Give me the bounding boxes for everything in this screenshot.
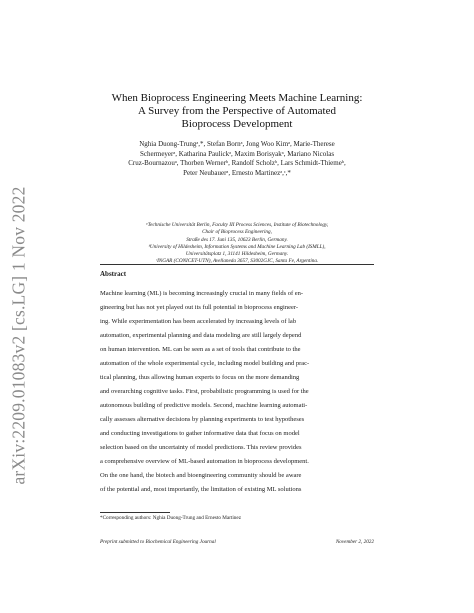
arxiv-stamp [4,170,34,500]
abstract-line: cally assesses alternative decisions by planning experiments to test hypotheses [100,416,305,423]
abstract-line: autonomous building of predictive models. Second, machine learning automati- [100,402,308,409]
author-list [100,140,374,178]
author-line: Schermeyerᵃ, Katharina Paulickᵃ, Maxim Borisyakᵃ, Mariano Nicolas [139,149,335,158]
abstract-line: of the potential and, most importantly, the limitation of existing ML solutions [100,486,302,493]
title-line: A Survey from the Perspective of Automated [138,105,336,117]
affiliations [100,222,374,266]
abstract-line: automation, experimental planning and data modeling are still largely depend [100,332,302,339]
abstract-line: On the one hand, the biotech and bioengineering community should be aware [100,472,302,479]
abstract-line: and overarching cognitive tasks. First, probabilistic programming is used for the [100,388,309,395]
author-line: Nghia Duong-Trungᵃ,*, Stefan Bornᵃ, Jong Woo Kimᵃ, Marie-Therese [139,140,335,148]
affiliation-line: Straße des 17. Juni 135, 10623 Berlin, Germany. [186,236,288,243]
footnote: *Corresponding authors: Nghia Duong-Trung and Ernesto Martinez [100,515,242,521]
abstract-line: gineering but has not yet played out its full potential in bioprocess engineer- [100,304,299,311]
abstract-heading: Abstract [100,270,127,278]
abstract-line: ing. While experimentation has been accelerated by increasing levels of lab [100,318,297,325]
abstract-line: tical planning, thus allowing human experts to focus on the more demanding [100,374,300,381]
affiliation-line: ᵃTechnische Universität Berlin, Faculty III Process Sciences, Institute of Biotechnology, [145,222,329,228]
abstract-line: on human intervention. ML can be seen as a set of tools that contribute to the [100,346,301,353]
author-line: Cruz-Bournazouᵃ, Thorben Wernerᵇ, Randolf Scholzᵇ, Lars Schmidt-Thiemeᵇ, [128,159,346,168]
paper-title [100,92,374,131]
abstract-line: Machine learning (ML) is becoming increasingly crucial in many fields of en- [100,290,304,297]
preprint-note: Preprint submitted to Biochemical Engineering Journal [100,539,216,545]
abstract-line: automation of the whole experimental cycle, including model building and prac- [100,360,310,367]
title-line: Bioprocess Development [181,118,293,130]
affiliation-line: ᶜINGAR (CONICET-UTN), Avellaneda 3657, S3002GJC, Santa Fe, Argentina. [155,258,319,265]
affiliation-line: Universitätsplatz 1, 31141 Hildesheim, Germany. [185,251,289,258]
abstract-top-rule [100,264,374,265]
affiliation-line: Chair of Bioprocess Engineering, [202,229,272,236]
arxiv-id: arXiv:2209.01083v2 [cs.LG] 1 Nov 2022 [8,185,29,485]
abstract-line: a comprehensive overview of ML-based automation in bioprocess development. [100,458,309,465]
abstract-body [100,287,374,497]
affiliation-line: ᵇUniversity of Hildesheim, Information Systems and Machine Learning Lab (ISMLL), [148,243,326,250]
abstract-line: selection based on the uncertainty of model predictions. This review provides [100,444,302,451]
author-line: Peter Neubauerᵃ, Ernesto Martinezᵃ,ᶜ,* [183,168,291,177]
abstract-line: and conducting investigations to gather informative data that focus on model [100,430,300,437]
footer-date: November 2, 2022 [335,539,374,545]
title-line: When Bioprocess Engineering Meets Machine Learning: [111,92,363,104]
footnote-rule [100,512,170,513]
